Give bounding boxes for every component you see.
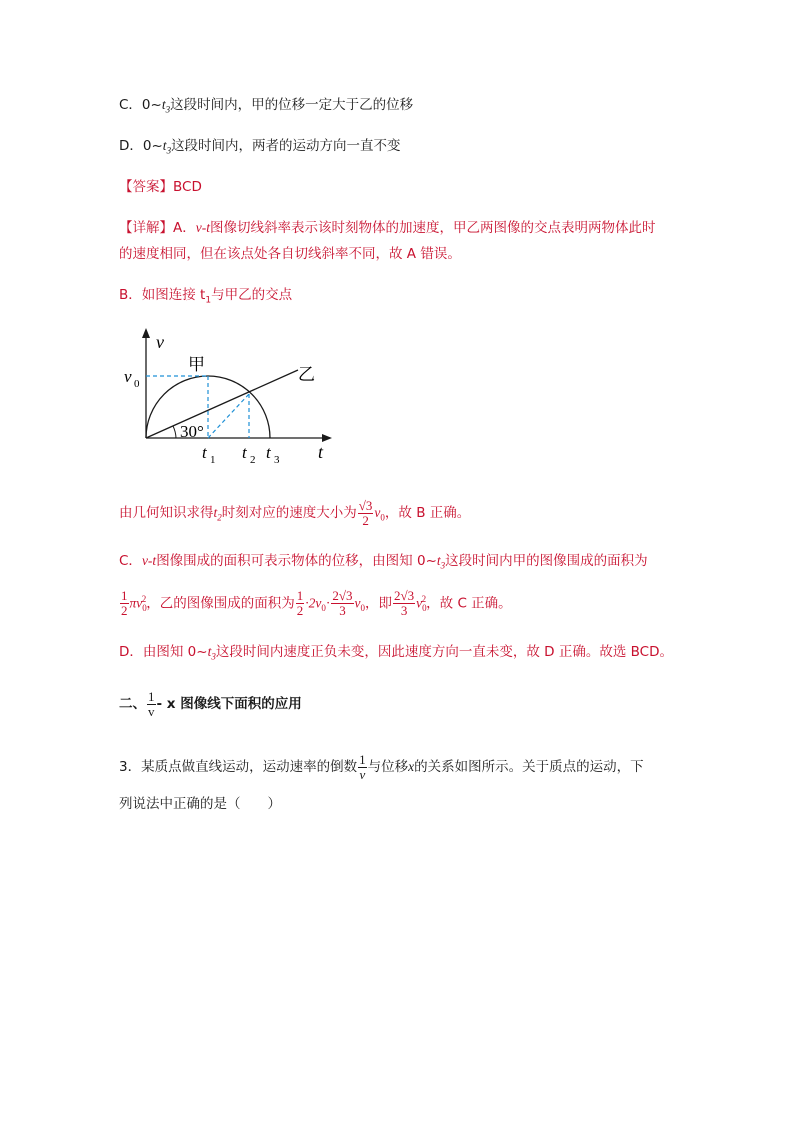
- explain-b-result: [119, 498, 470, 533]
- option-d-sub: 3: [166, 145, 172, 156]
- explain-c-t: t: [436, 553, 441, 568]
- c-frac2: [296, 589, 305, 618]
- c-v2: v: [416, 595, 423, 611]
- line-yi: [146, 370, 298, 438]
- explain-d-tsub: 3: [211, 651, 216, 662]
- explain-a-text1: 图像切线斜率表示该时刻物体的加速度，甲乙两图像的交点表明两物体此时: [210, 220, 656, 236]
- c-frac4-den: 3: [400, 603, 408, 618]
- answer-line: [119, 177, 202, 197]
- option-d: [119, 136, 401, 161]
- c-frac4-num: 2√3: [394, 588, 415, 603]
- q3-text4: 列说法中正确的是（ ）: [119, 796, 281, 812]
- b-result-t: t: [213, 505, 218, 520]
- c-2v-sub: 0: [321, 603, 326, 614]
- q3-frac-den: v: [359, 766, 366, 782]
- label-t1-sub: 1: [210, 454, 216, 466]
- c-dot: ·: [325, 595, 331, 611]
- c-dot-2v: ·2v: [305, 595, 322, 611]
- b-frac-num: √3: [358, 497, 373, 513]
- explain-a-text2: 的速度相同，但在该点处各自切线斜率不同，故 A 错误。: [119, 246, 461, 262]
- section-title: - x 图像线下面积的应用: [156, 696, 302, 712]
- b-result-mid: 时刻对应的速度大小为: [221, 505, 357, 521]
- q3-x: x: [408, 759, 415, 774]
- c-mid1: ，乙的图像围成的面积为: [146, 595, 295, 612]
- explain-a-prefix: A．: [173, 220, 196, 236]
- option-c-text: 这段时间内，甲的位移一定大于乙的位移: [170, 97, 414, 113]
- answer-value: BCD: [173, 179, 202, 195]
- c-v: v: [354, 595, 361, 611]
- option-d-text: 这段时间内，两者的运动方向一直不变: [171, 138, 401, 154]
- option-c: [119, 95, 413, 120]
- question3-line1: [119, 752, 644, 782]
- explain-d-text1: D．由图知 0~: [119, 644, 208, 660]
- explain-b-text2: 与甲乙的交点: [211, 287, 293, 303]
- label-jia: 甲: [188, 355, 205, 375]
- explain-label: 【详解】: [119, 220, 173, 236]
- q3-text2: 与位移: [367, 759, 409, 775]
- t-axis-arrow-icon: [322, 434, 332, 442]
- label-angle: 30°: [180, 422, 204, 441]
- option-c-prefix: C．0~: [119, 97, 162, 113]
- section-number: 二、: [119, 696, 146, 712]
- section-frac: [147, 690, 156, 719]
- explain-a-line2: [119, 244, 461, 264]
- label-t2: t: [242, 443, 247, 462]
- label-v0-sub: 0: [134, 378, 140, 390]
- option-c-var: t: [161, 97, 166, 112]
- b-result-end: ，故 B 正确。: [384, 505, 471, 521]
- answer-label: 【答案】: [119, 179, 173, 195]
- label-t3: t: [266, 443, 271, 462]
- c-v2-sup: 2: [421, 594, 427, 604]
- c-frac3-num: 2√3: [332, 588, 353, 603]
- explain-b-text: B．如图连接 t: [119, 287, 206, 303]
- c-pi-v: πv: [129, 595, 143, 611]
- section-frac-num: 1: [148, 688, 155, 704]
- vt-figure: [118, 320, 348, 470]
- explain-c-line2: [119, 584, 512, 623]
- explain-c-text1: 图像围成的面积可表示物体的位移，由图知 0~: [156, 553, 437, 569]
- explain-a-vt: v-t: [195, 220, 210, 235]
- b-result-frac: [358, 499, 374, 528]
- c-frac2-num: 1: [296, 588, 304, 603]
- c-frac3: [331, 589, 353, 618]
- explain-a-line1: [119, 218, 656, 238]
- c-v2-sub: 0: [422, 603, 427, 614]
- explain-b-line: [119, 285, 292, 311]
- question3-line2: [119, 794, 281, 814]
- c-frac1: [120, 589, 129, 618]
- explain-d-line: [119, 642, 673, 667]
- q3-frac-num: 1: [359, 751, 366, 767]
- section-frac-den: v: [148, 703, 155, 719]
- explain-b-sub: 1: [205, 295, 212, 306]
- section-heading: [119, 688, 302, 720]
- c-frac1-num: 1: [121, 588, 128, 603]
- label-t2-sub: 2: [250, 454, 256, 466]
- explain-c-text2: 这段时间内甲的图像围成的面积为: [445, 553, 648, 569]
- explain-c-line1: [119, 551, 648, 576]
- v-axis-arrow-icon: [142, 328, 150, 338]
- label-v0: v: [124, 367, 132, 386]
- c-frac1-den: 2: [121, 603, 128, 618]
- c-frac4: [393, 589, 415, 618]
- label-yi: 乙: [298, 365, 315, 385]
- c-pi-sub: 0: [142, 603, 147, 614]
- c-frac2-den: 2: [296, 603, 304, 618]
- q3-text3: 的关系如图所示。关于质点的运动，下: [414, 759, 644, 775]
- b-result-v: v: [374, 505, 381, 520]
- explain-d-t: t: [207, 644, 212, 659]
- label-t3-sub: 3: [274, 454, 280, 466]
- c-frac3-den: 3: [339, 603, 346, 618]
- b-result-vsub: 0: [380, 512, 385, 523]
- label-t1: t: [202, 443, 207, 462]
- explain-d-text2: 这段时间内速度正负未变，因此速度方向一直未变，故 D 正确。故选 BCD。: [215, 644, 673, 660]
- angle-arc: [173, 426, 176, 438]
- c-end: ，故 C 正确。: [426, 595, 512, 612]
- explain-c-tsub: 3: [440, 560, 446, 571]
- c-vsub: 0: [360, 603, 366, 614]
- b-frac-den: 2: [362, 512, 369, 528]
- c-mid2: ，即: [365, 595, 393, 612]
- c-pi-sup: 2: [141, 594, 147, 604]
- explain-c-prefix: C．: [119, 553, 142, 569]
- option-d-prefix: D．0~: [119, 138, 163, 154]
- b-result-tsub: 2: [217, 512, 222, 523]
- explain-c-vt: v-t: [141, 553, 157, 568]
- q3-frac: [358, 753, 367, 782]
- q3-text1: 3．某质点做直线运动，运动速率的倒数: [119, 759, 358, 775]
- option-d-var: t: [162, 138, 167, 153]
- label-v: v: [156, 332, 164, 352]
- label-t: t: [318, 442, 324, 462]
- option-c-sub: 3: [165, 104, 171, 115]
- b-result-pre: 由几何知识求得: [119, 505, 214, 521]
